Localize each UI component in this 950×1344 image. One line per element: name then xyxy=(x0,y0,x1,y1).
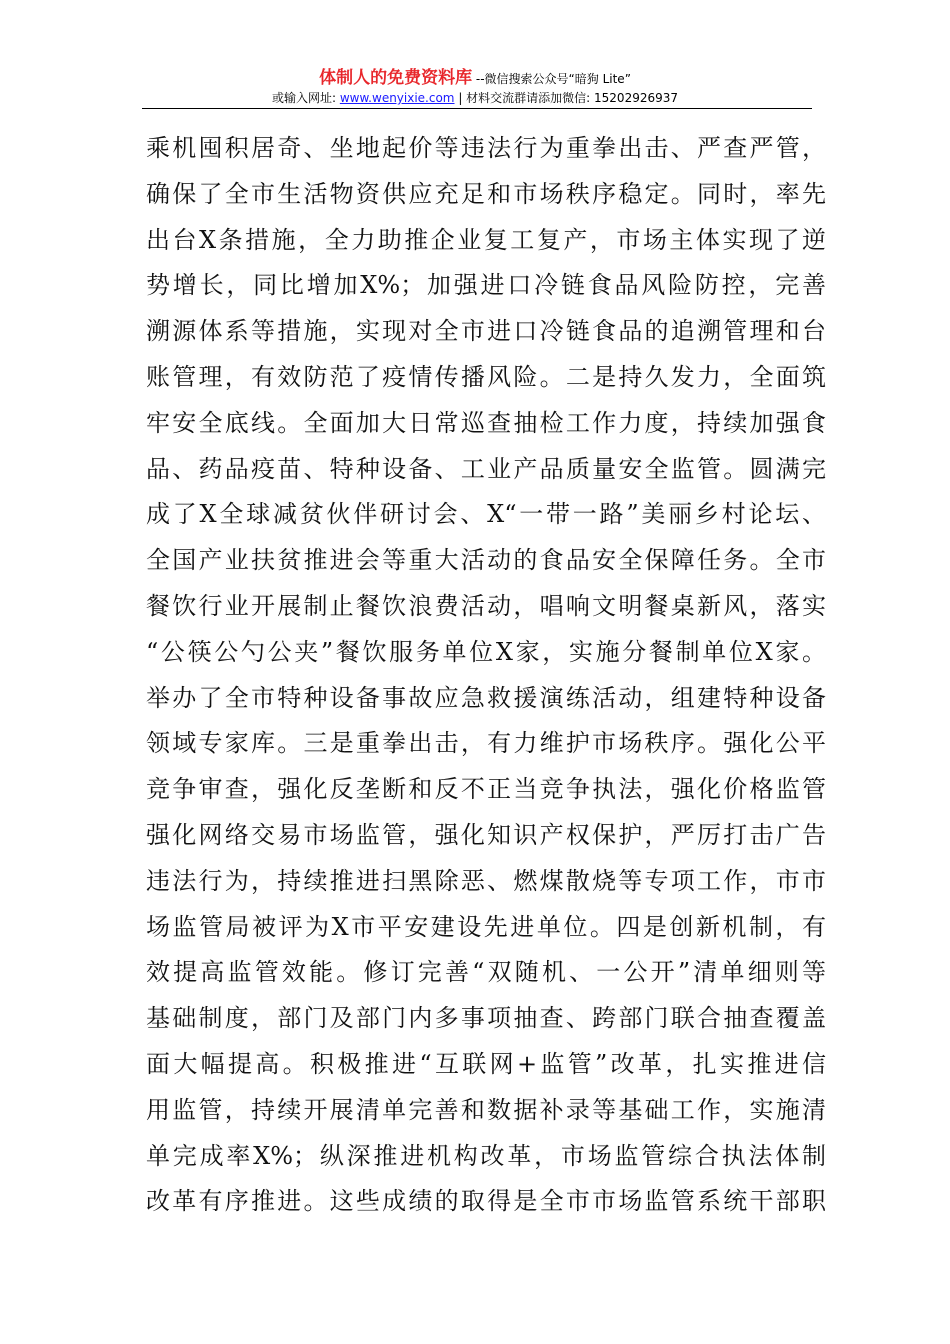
body-text-line: 场监管局被评为X市平安建设先进单位。四是创新机制，有 xyxy=(146,912,826,941)
body-text-line: 举办了全市特种设备事故应急救援演练活动，组建特种设备 xyxy=(146,683,826,712)
body-text-line: 基础制度，部门及部门内多事项抽查、跨部门联合抽查覆盖 xyxy=(146,1004,826,1033)
body-text-line: 竞争审查，强化反垄断和反不正当竞争执法，强化价格监管 xyxy=(146,775,826,804)
contact-info: | 材料交流群请添加微信: 15202926937 xyxy=(454,91,679,105)
body-text-line: 品、药品疫苗、特种设备、工业产品质量安全监管。圆满完 xyxy=(146,454,826,483)
header-banner xyxy=(0,68,950,89)
body-text-line: 牢安全底线。全面加大日常巡查抽检工作力度，持续加强食 xyxy=(146,408,826,437)
body-text-line: 面大幅提高。积极推进“互联网+监管”改革，扎实推进信 xyxy=(146,1049,826,1078)
body-text-line: 确保了全市生活物资供应充足和市场秩序稳定。同时，率先 xyxy=(146,179,826,208)
body-text-line: 用监管，持续开展清单完善和数据补录等基础工作，实施清 xyxy=(146,1095,826,1124)
document-body xyxy=(146,126,826,1225)
body-text-line: 势增长，同比增加X%；加强进口冷链食品风险防控，完善 xyxy=(146,271,826,300)
body-text-line: 账管理，有效防范了疫情传播风险。二是持久发力，全面筑 xyxy=(146,362,826,391)
body-text-line: 溯源体系等措施，实现对全市进口冷链食品的追溯管理和台 xyxy=(146,317,826,346)
body-text-line: 领域专家库。三是重拳出击，有力维护市场秩序。强化公平 xyxy=(146,729,826,758)
body-text-line: “公筷公勺公夹”餐饮服务单位X家，实施分餐制单位X家。 xyxy=(146,637,826,666)
body-text-line: 效提高监管效能。修订完善“双随机、一公开”清单细则等 xyxy=(146,958,826,987)
body-text-line: 全国产业扶贫推进会等重大活动的食品安全保障任务。全市 xyxy=(146,546,826,575)
body-text-line: 成了X全球减贫伙伴研讨会、X“一带一路”美丽乡村论坛、 xyxy=(146,500,826,529)
body-text-line: 餐饮行业开展制止餐饮浪费活动，唱响文明餐桌新风，落实 xyxy=(146,591,826,620)
header-contact-line xyxy=(0,90,950,106)
site-name: 体制人的免费资料库 xyxy=(319,68,473,88)
body-text-line: 违法行为，持续推进扫黑除恶、燃煤散烧等专项工作，市市 xyxy=(146,866,826,895)
header-divider xyxy=(142,108,812,109)
site-url-link[interactable]: www.wenyixie.com xyxy=(339,91,455,105)
url-prefix: 或输入网址: xyxy=(271,91,340,105)
site-tagline: --微信搜索公众号“暗狗 Lite” xyxy=(472,72,631,86)
body-text-line: 单完成率X%；纵深推进机构改革，市场监管综合执法体制 xyxy=(146,1141,826,1170)
page-header xyxy=(0,0,950,112)
body-text-line: 出台X条措施，全力助推企业复工复产，市场主体实现了逆 xyxy=(146,225,826,254)
body-text-line: 强化网络交易市场监管，强化知识产权保护，严厉打击广告 xyxy=(146,820,826,849)
body-text-line: 改革有序推进。这些成绩的取得是全市市场监管系统干部职 xyxy=(146,1187,826,1216)
body-text-line: 乘机囤积居奇、坐地起价等违法行为重拳出击、严查严管， xyxy=(146,134,826,162)
